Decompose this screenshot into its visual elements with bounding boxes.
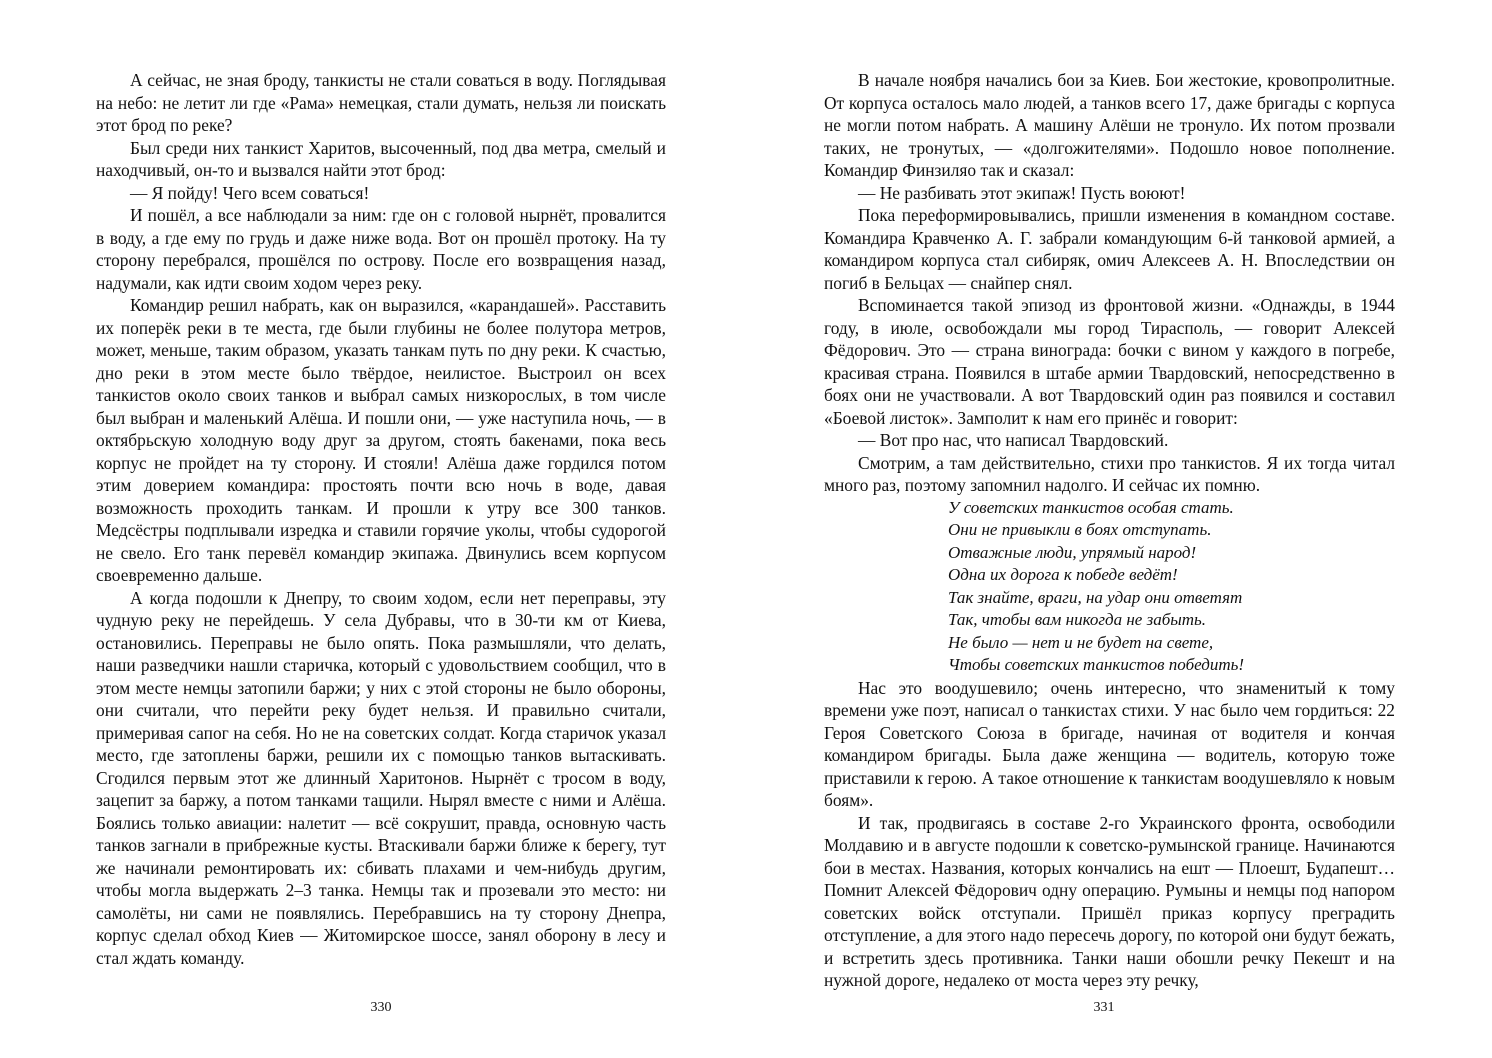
poem-line: Они не привыкли в боях отступать. [948, 520, 1212, 539]
paragraph: Вспоминается такой эпизод из фронтовой жизни. «Однажды, в 1944 году, в июле, освобождали мы город Тирасполь, — говорит Алексей Фёдорович. Это — страна винограда: бочки с вином у каждого в погребе, красивая страна. Появился в штабе армии Твардовский, непосредственно в боях они не участвовали. А вот Твардовский один раз появился и составил «Боевой листок». Замполит к нам его принёс и говорит: [824, 295, 1395, 428]
poem [948, 497, 1395, 677]
paragraph: Смотрим, а там действительно, стихи про танкистов. Я их тогда читал много раз, поэтому запомнил надолго. И сейчас их помню. [824, 452, 1395, 495]
paragraph: Был среди них танкист Харитов, высоченный, под два метра, смелый и находчивый, он-то и вызвался найти этот брод: [96, 137, 666, 180]
right-page-text [824, 69, 1395, 992]
paragraph: А когда подошли к Днепру, то своим ходом, если нет переправы, эту чудную реку не перейдешь. У села Дубравы, что в 30-ти км от Киева, остановились. Переправы не было опять. Пока размышляли, что делать, наши разведчики нашли старичка, который с удовольствием сообщил, что в этом месте немцы затопили баржи; у них с этой стороны не было обороны, они считали, что перейти реку будет нельзя. И правильно считали, примеривая сапог на себя. Но не на советских солдат. Когда старичок указал место, где затоплены баржи, решили их с помощью танков вытаскивать. Сгодился первым этот же длинный Харитонов. Нырнёт с тросом в воду, зацепит за баржу, а потом танками тащили. Нырял вместе с ними и Алёша. Боялись только авиации: налетит — всё сокрушит, правда, основную часть танков загнали в прибрежные кусты. Втаскивали баржи ближе к берегу, тут же начинали ремонтировать их: сбивать плахами и чем-нибудь другим, чтобы могла выдержать 2–3 танка. Немцы так и прозевали это место: ни самолёты, ни сами не появлялись. Перебравшись на ту сторону Днепра, корпус сделал обход Киев — Житомирское шоссе, занял оборону в лесу и стал ждать команду. [96, 587, 666, 968]
dialog-line: — Вот про нас, что написал Твардовский. [858, 430, 1169, 450]
poem-line: Так знайте, враги, на удар они ответят [948, 587, 1243, 607]
dialog-line: — Не разбивать этот экипаж! Пусть воюют! [858, 182, 1186, 203]
poem-line: У советских танкистов особая стать. [948, 497, 1234, 517]
poem-line: Так, чтобы вам никогда не забыть. [948, 610, 1207, 629]
paragraph: Нас это воодушевило; очень интересно, что знаменитый к тому времени уже поэт, написал о танкистах стихи. У нас было чем гордиться: 22 Героя Советского Союза в бригаде, начиная от водителя и кончая командиром бригады. Была даже женщина — водитель, которую тоже приставили к герою. А такое отношение к танкистам воодушевляло к новым боям». [824, 677, 1395, 810]
poem-line: Одна их дорога к победе ведёт! [948, 565, 1178, 584]
paragraph: Пока переформировывались, пришли изменения в командном составе. Командира Кравченко А. Г. забрали командующим 6-й танковой армией, а командиром корпуса стал сибиряк, омич Алексеев А. Н. Впоследствии он погиб в Бельцах — снайпер снял. [824, 205, 1395, 293]
paragraph: А сейчас, не зная броду, танкисты не стали соваться в воду. Поглядывая на небо: не летит ли где «Рама» немецкая, стали думать, нельзя ли поискать этот брод по реке? [96, 70, 666, 135]
paragraph: И пошёл, а все наблюдали за ним: где он с головой нырнёт, провалится в воду, а где ему по грудь и даже ниже вода. Вот он прошёл протоку. На ту сторону перебрался, прошёлся по острову. После его возвращения назад, надумали, как идти своим ходом через реку. [96, 205, 666, 293]
poem-line: Чтобы советских танкистов победить! [948, 655, 1245, 674]
left-page-text [96, 69, 666, 969]
paragraph: В начале ноября начались бои за Киев. Бои жестокие, кровопролитные. От корпуса осталось мало людей, а танков всего 17, даже бригады с корпуса не могли потом набрать. А машину Алёши не тронуло. Их потом прозвали таких, не тронутых, — «долгожителями». Подошло новое пополнение. Командир Финзиляо так и сказал: [824, 70, 1395, 180]
poem-line: Отважные люди, упрямый народ! [948, 542, 1197, 562]
page-number: 331 [1093, 1000, 1115, 1015]
page-number: 330 [370, 1000, 392, 1015]
paragraph: И так, продвигаясь в составе 2-го Украинского фронта, освободили Молдавию и в августе подошли к советско-румынской границе. Начинаются бои в местах. Названия, которых кончались на ешт — Плоешт, Будапешт… Помнит Алексей Фёдорович одну операцию. Румыны и немцы под напором советских войск отступали. Пришёл приказ корпусу преградить отступление, а для этого надо пересечь дорогу, по которой они будут бежать, и встретить здесь противника. Танки наши обошли речку Пекешт и на нужной дороге, недалеко от моста через эту речку, [824, 812, 1395, 990]
right-page [746, 0, 1492, 1058]
paragraph: Командир решил набрать, как он выразился, «карандашей». Расставить их поперёк реки в те места, где были глубины не более полутора метров, может, меньше, таким образом, указать танкам путь по дну реки. К счастью, дно реки в этом месте было твёрдое, неилистое. Выстроил он всех танкистов около своих танков и выбрал самых низкорослых, в том числе был выбран и маленький Алёша. И пошли они, — уже наступила ночь, — в октябрьскую холодную воду друг за другом, стоять бакенами, пока весь корпус не пройдет на ту сторону. И стояли! Алёша даже гордился потом этим доверием командира: простоять почти всю ночь в воде, давая возможность проходить танкам. И прошли к утру все 300 танков. Медсёстры подплывали изредка и ставили горячие уколы, чтобы судорогой не свело. Его танк перевёл командир экипажа. Двинулись всем корпусом своевременно дальше. [96, 295, 666, 585]
dialog-line: — Я пойду! Чего всем соваться! [130, 182, 370, 203]
poem-line: Не было — нет и не будет на свете, [948, 632, 1214, 652]
